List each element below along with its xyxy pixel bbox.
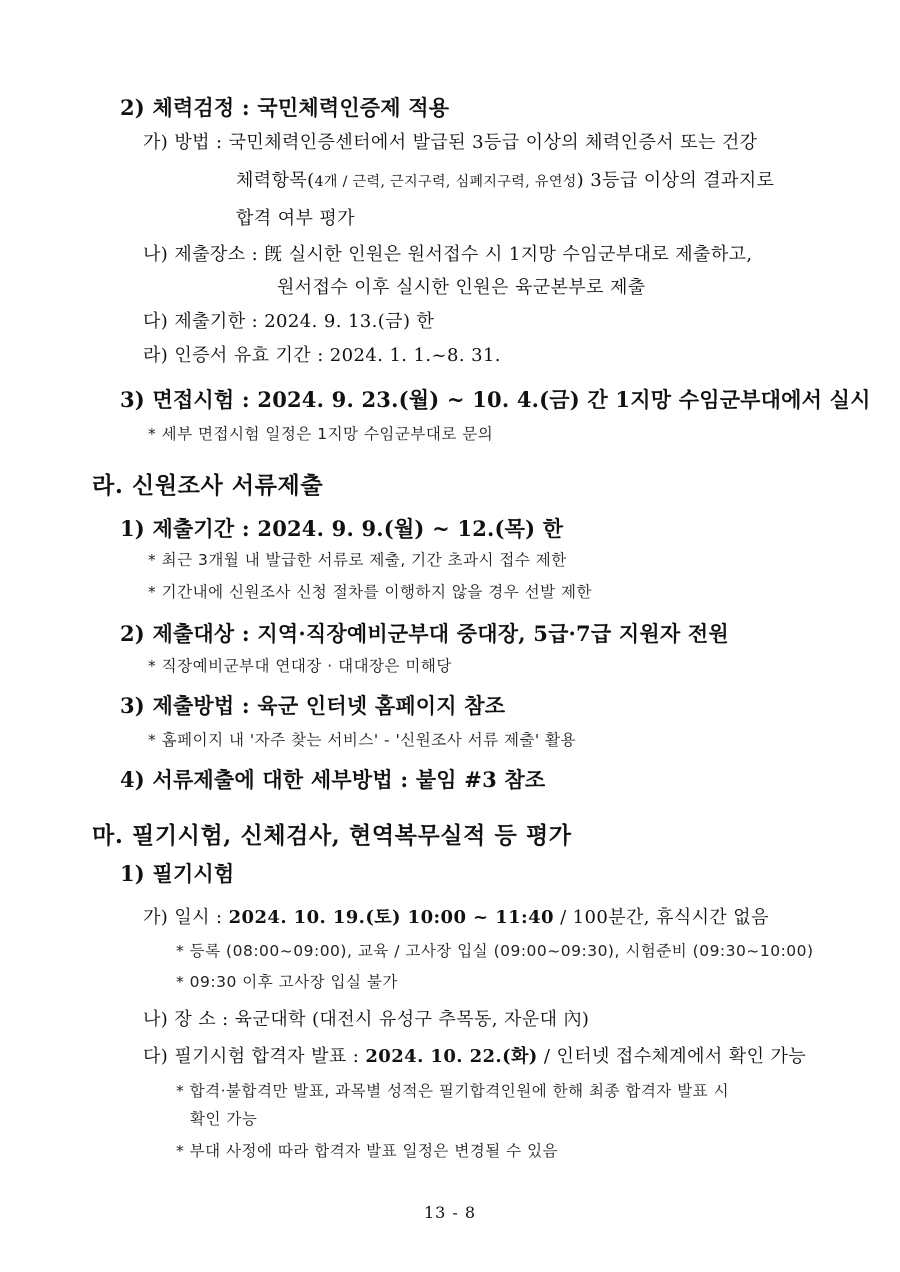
result-note-2: * 부대 사정에 따라 합격자 발표 일정은 변경될 수 있음 [176, 1142, 559, 1160]
result-announcement-label: 다) 필기시험 합격자 발표 : [143, 1046, 366, 1067]
section-heading-submit-target: 2) 제출대상 : 지역·직장예비군부대 중대장, 5급·7급 지원자 전원 [120, 621, 729, 646]
submit-period-note-1: * 최근 3개월 내 발급한 서류로 제출, 기간 초과시 접수 제한 [148, 551, 567, 569]
section-heading-written-exam: 1) 필기시험 [120, 861, 235, 886]
written-exam-datetime-value: 2024. 10. 19.(토) 10:00 ~ 11:40 [228, 907, 554, 928]
submit-period-note-2: * 기간내에 신원조사 신청 절차를 이행하지 않을 경우 선발 제한 [148, 583, 592, 601]
fitness-method-line-3: 합격 여부 평가 [236, 208, 355, 229]
written-exam-result-announcement [143, 1042, 806, 1068]
page-number: 13 - 8 [423, 1203, 477, 1222]
section-heading-fitness-test: 2) 체력검정 : 국민체력인증제 적용 [120, 95, 450, 120]
result-announcement-date: 2024. 10. 22.(화) [365, 1046, 538, 1067]
written-exam-datetime [143, 903, 769, 929]
fitness-submit-place-line-1: 나) 제출장소 : 旣 실시한 인원은 원서접수 시 1지망 수임군부대로 제출하고, [143, 244, 753, 265]
fitness-method-line-2-post: ) 3등급 이상의 결과지로 [576, 170, 775, 191]
section-heading-submit-period: 1) 제출기간 : 2024. 9. 9.(월) ~ 12.(목) 한 [120, 516, 564, 541]
fitness-method-line-2 [236, 166, 774, 192]
result-announcement-method: / 인터넷 접수체계에서 확인 가능 [537, 1046, 807, 1067]
result-note-1-line-1: * 합격·불합격만 발표, 과목별 성적은 필기합격인원에 한해 최종 합격자 발표 시 [176, 1082, 730, 1100]
fitness-cert-validity: 라) 인증서 유효 기간 : 2024. 1. 1.~8. 31. [143, 345, 501, 366]
written-exam-location: 나) 장 소 : 육군대학 (대전시 유성구 추목동, 자운대 內) [143, 1009, 590, 1030]
written-exam-duration: / 100분간, 휴식시간 없음 [553, 907, 769, 928]
fitness-submit-deadline: 다) 제출기한 : 2024. 9. 13.(금) 한 [143, 311, 435, 332]
fitness-submit-place-line-2: 원서접수 이후 실시한 인원은 육군본부로 제출 [277, 277, 646, 298]
fitness-method-line-2-pre: 체력항목( [236, 170, 315, 191]
section-heading-submit-method: 3) 제출방법 : 육군 인터넷 홈페이지 참조 [120, 693, 506, 718]
chapter-title-background-check: 라. 신원조사 서류제출 [92, 472, 324, 499]
result-note-1-line-2: 확인 가능 [190, 1110, 258, 1128]
submit-target-note: * 직장예비군부대 연대장 · 대대장은 미해당 [148, 657, 452, 675]
fitness-method-line-1: 가) 방법 : 국민체력인증센터에서 발급된 3등급 이상의 체력인증서 또는 건강 [143, 132, 758, 153]
written-exam-schedule-note: * 등록 (08:00~09:00), 교육 / 고사장 입실 (09:00~09:30), 시험준비 (09:30~10:00) [176, 942, 814, 960]
written-exam-entry-note: * 09:30 이후 고사장 입실 불가 [176, 973, 398, 991]
section-heading-submit-details: 4) 서류제출에 대한 세부방법 : 붙임 #3 참조 [120, 767, 546, 792]
submit-method-note: * 홈페이지 내 '자주 찾는 서비스' - '신원조사 서류 제출' 활용 [148, 731, 577, 749]
section-heading-interview: 3) 면접시험 : 2024. 9. 23.(월) ~ 10. 4.(금) 간 1지망 수임군부대에서 실시 [120, 387, 871, 412]
written-exam-datetime-label: 가) 일시 : [143, 907, 229, 928]
interview-note: * 세부 면접시험 일정은 1지망 수임군부대로 문의 [148, 425, 494, 443]
fitness-items-list: 4개 / 근력, 근지구력, 심폐지구력, 유연성 [314, 174, 577, 190]
chapter-title-written-exam: 마. 필기시험, 신체검사, 현역복무실적 등 평가 [92, 822, 572, 849]
